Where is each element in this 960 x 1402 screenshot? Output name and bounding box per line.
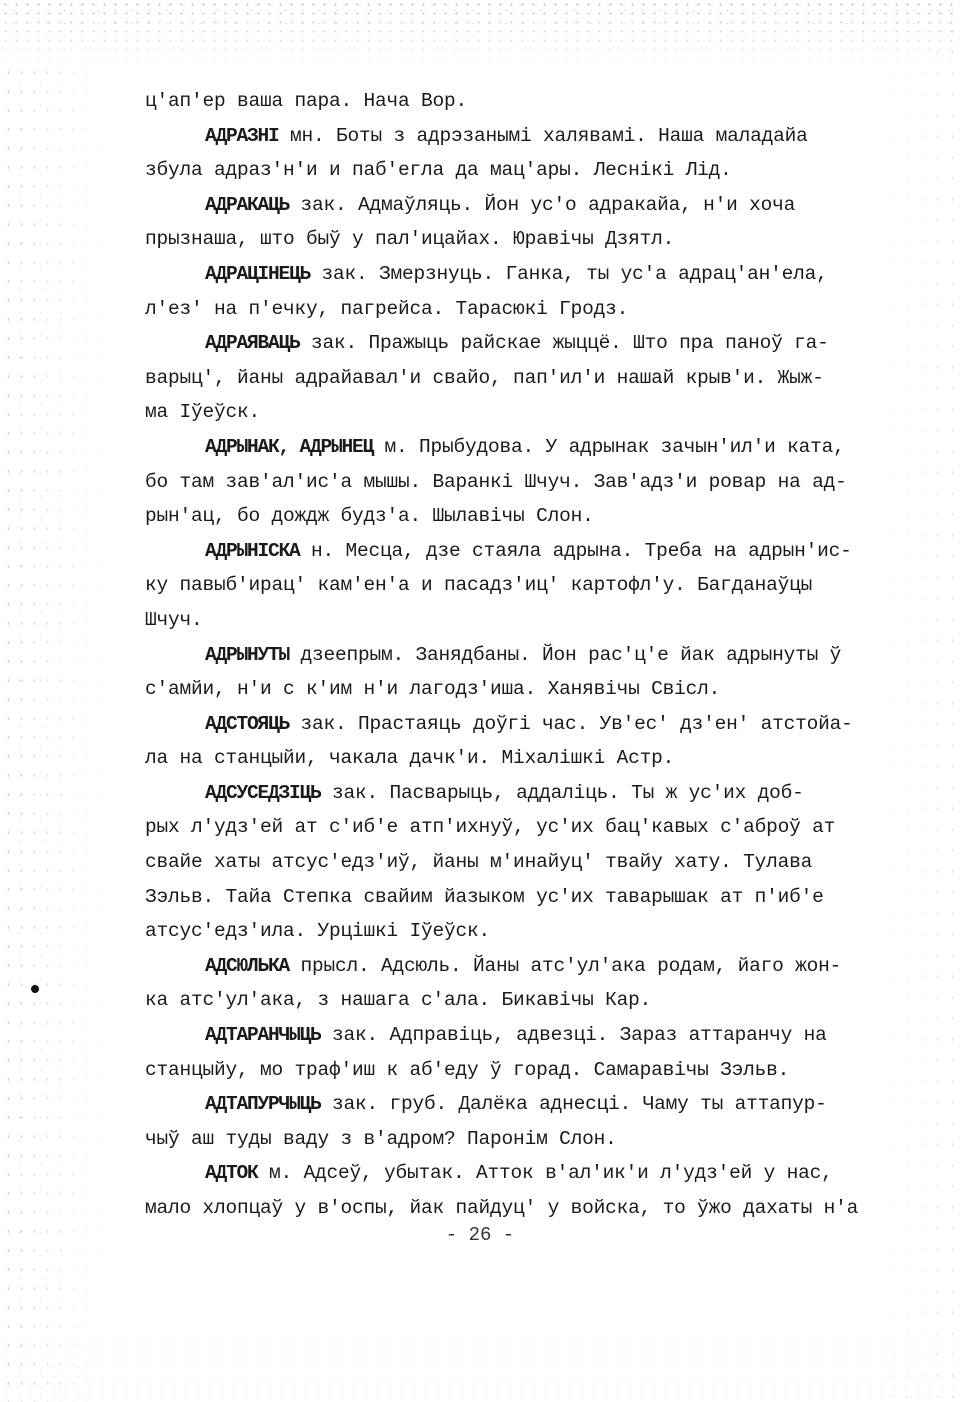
entry-definition: м. Прыбудова. У адрынак зачын'ил'и ката, bbox=[373, 435, 845, 458]
dictionary-entry bbox=[145, 776, 905, 949]
entry-headword: АДРАЗНІ bbox=[205, 124, 279, 147]
entry-line: прызнаша, што быў у пал'ицайах. Юравічы Дзятл. bbox=[145, 228, 675, 251]
entry-definition: м. Адсеў, убытак. Атток в'ал'ик'и л'удз'ей у нас, bbox=[257, 1162, 833, 1185]
entry-definition: мн. Боты з адрэзанымі халявамі. Наша маладайа bbox=[278, 124, 808, 147]
entry-first-line bbox=[145, 949, 905, 984]
entry-line: л'ез' на п'ечку, пагрейса. Тарасюкі Гродз. bbox=[145, 297, 629, 320]
entry-headword: АДТАПУРЧЫЦЬ bbox=[205, 1093, 321, 1116]
entry-first-line bbox=[145, 326, 905, 361]
entry-headword: АДТАРАНЧЫЦЬ bbox=[205, 1024, 321, 1047]
dictionary-entry bbox=[145, 257, 905, 326]
dictionary-entry bbox=[145, 119, 905, 188]
entry-definition: дзеепрым. Занядбаны. Йон рас'ц'е йак адрынуты ў bbox=[289, 643, 842, 666]
entry-first-line bbox=[145, 776, 905, 811]
entry-first-line bbox=[145, 1018, 905, 1053]
entry-first-line bbox=[145, 188, 905, 223]
entry-headword: АДСТОЯЦЬ bbox=[205, 712, 290, 735]
entry-headword: АДТОК bbox=[205, 1162, 258, 1185]
entry-definition: зак. Пасварыць, аддаліць. Ты ж ус'их доб- bbox=[320, 781, 804, 804]
entry-line: ла на станцыйи, чакала дачк'и. Міхалішкі Астр. bbox=[145, 747, 675, 770]
entry-line: ма Іўеўск. bbox=[145, 401, 261, 424]
dictionary-entry bbox=[145, 1018, 905, 1087]
dictionary-text bbox=[145, 84, 905, 1226]
page-number: - 26 - bbox=[445, 1224, 515, 1246]
dictionary-entry bbox=[145, 707, 905, 776]
scan-noise-left bbox=[0, 60, 110, 1402]
dictionary-entry bbox=[145, 949, 905, 1018]
entry-line: варыц', йаны адрайавал'и свайо, пап'ил'и нашай крыв'и. Жыж- bbox=[145, 366, 824, 389]
dictionary-entry bbox=[145, 188, 905, 257]
entries-list bbox=[145, 119, 905, 1226]
entry-line: збула адраз'н'и и паб'егла да мац'ары. Леснікі Лід. bbox=[145, 159, 732, 182]
entry-line: свайе хаты атсус'едз'иў, йаны м'инайуц' твайу хату. Тулава bbox=[145, 851, 813, 874]
entry-headword: АДРЫНІСКА bbox=[205, 539, 300, 562]
entry-definition: зак. Адмаўляць. Йон ус'о адракайа, н'и хоча bbox=[289, 193, 796, 216]
entry-first-line bbox=[145, 638, 905, 673]
entry-first-line bbox=[145, 430, 905, 465]
entry-first-line bbox=[145, 534, 905, 569]
entry-first-line bbox=[145, 1087, 905, 1122]
entry-first-line bbox=[145, 119, 905, 154]
entry-line: рын'ац, бо дождж будз'а. Шылавічы Слон. bbox=[145, 505, 594, 528]
entry-first-line bbox=[145, 257, 905, 292]
dictionary-entry bbox=[145, 534, 905, 638]
entry-headword: АДРАЯВАЦЬ bbox=[205, 332, 300, 355]
entry-line: Шчуч. bbox=[145, 608, 203, 631]
ink-blot bbox=[31, 985, 39, 993]
scan-noise-bottom bbox=[0, 1312, 960, 1402]
entry-first-line bbox=[145, 1156, 905, 1191]
entry-headword: АДРАЦІНЕЦЬ bbox=[205, 262, 311, 285]
dictionary-entry bbox=[145, 1087, 905, 1156]
entry-definition: зак. Змерзнуць. Ганка, ты ус'а адрац'ан'ела, bbox=[310, 262, 828, 285]
entry-line: рых л'удз'ей ат с'иб'е атп'ихнуў, ус'их бац'кавых с'аброў ат bbox=[145, 816, 836, 839]
entry-line: ка атс'ул'ака, з нашага с'ала. Бикавічы Кар. bbox=[145, 989, 652, 1012]
entry-headword: АДСУСЕДЗІЦЬ bbox=[205, 781, 321, 804]
entry-first-line bbox=[145, 707, 905, 742]
entry-headword: АДРЫНАК, АДРЫНЕЦ bbox=[205, 435, 374, 458]
entry-definition: зак. Адправіць, адвезці. Зараз аттаранчу на bbox=[320, 1024, 827, 1047]
scan-noise-top bbox=[0, 0, 960, 70]
entry-definition: зак. Прастаяць доўгі час. Ув'ес' дз'ен' атстойа- bbox=[289, 712, 853, 735]
entry-line: мало хлопцаў у в'оспы, йак пайдуц' у войска, то ўжо дахаты н'а bbox=[145, 1197, 859, 1219]
entry-line: с'амйи, н'и с к'им н'и лагодз'иша. Ханявічы Свісл. bbox=[145, 678, 721, 701]
continuation-line: ц'ап'ер ваша пара. Нача Вор. bbox=[145, 90, 468, 112]
entry-headword: АДСЮЛЬКА bbox=[205, 954, 290, 977]
dictionary-entry bbox=[145, 326, 905, 430]
entry-headword: АДРЫНУТЫ bbox=[205, 643, 290, 666]
entry-line: ку павыб'ирац' кам'ен'а и пасадз'иц' картофл'у. Багданаўцы bbox=[145, 574, 813, 597]
entry-line: чыў аш туды ваду з в'адром? Паронім Слон. bbox=[145, 1127, 617, 1150]
entry-definition: н. Месца, дзе стаяла адрына. Треба на адрын'ис- bbox=[299, 539, 852, 562]
entry-line: бо там зав'ал'ис'а мышы. Варанкі Шчуч. Зав'адз'и ровар на ад- bbox=[145, 470, 847, 493]
entry-line: атсус'едз'ила. Урцішкі Іўеўск. bbox=[145, 920, 491, 943]
entry-definition: зак. Пражыць райскае жыццё. Што пра паноў га- bbox=[299, 332, 829, 355]
entry-line: станцыйу, мо траф'иш к аб'еду ў горад. Самаравічы Зэльв. bbox=[145, 1058, 790, 1081]
entry-headword: АДРАКАЦЬ bbox=[205, 193, 290, 216]
dictionary-entry bbox=[145, 638, 905, 707]
dictionary-entry bbox=[145, 430, 905, 534]
entry-definition: зак. груб. Далёка аднесці. Чаму ты аттапур- bbox=[320, 1093, 827, 1116]
dictionary-entry bbox=[145, 1156, 905, 1225]
entry-definition: прысл. Адсюль. Йаны атс'ул'ака родам, йаго жон- bbox=[289, 954, 842, 977]
entry-line: Зэльв. Тайа Степка свайим йазыком ус'их таварышак ат п'иб'е bbox=[145, 885, 824, 908]
